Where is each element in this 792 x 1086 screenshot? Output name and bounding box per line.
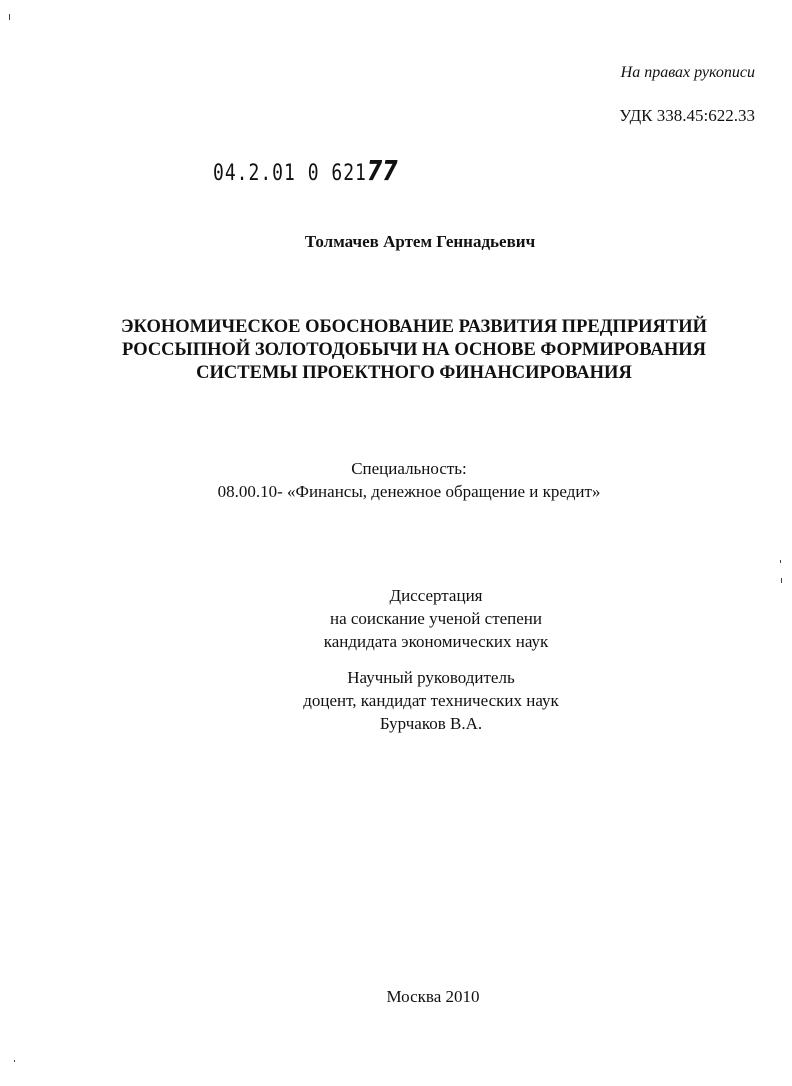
thesis-title: [0, 316, 792, 385]
dissertation-block: [0, 584, 792, 653]
stamp-handwritten-digits: 77: [366, 156, 398, 188]
supervisor-line: доцент, кандидат технических наук: [303, 691, 559, 710]
specialty-value: 08.00.10- «Финансы, денежное обращение и кредит»: [217, 482, 601, 501]
scan-speck: [9, 14, 10, 20]
title-line: ЭКОНОМИЧЕСКОЕ ОБОСНОВАНИЕ РАЗВИТИЯ ПРЕДПРИЯТИЙ: [121, 317, 707, 337]
stamp-number: 04.2.01 0 621: [213, 159, 367, 186]
specialty-block: [0, 457, 792, 503]
dissertation-line: на соискание ученой степени: [329, 609, 543, 628]
dissertation-line: кандидата экономических наук: [323, 632, 549, 651]
city-year: Москва 2010: [386, 987, 480, 1006]
udc-code: УДК 338.45:622.33: [619, 106, 755, 125]
scan-speck: [781, 578, 782, 583]
rights-note: На правах рукописи: [620, 64, 755, 81]
scan-speck: [780, 560, 781, 563]
supervisor-name: Бурчаков В.А.: [379, 714, 483, 733]
specialty-label: Специальность:: [351, 459, 467, 478]
registration-stamp: [213, 156, 398, 187]
dissertation-line: Диссертация: [389, 586, 483, 605]
supervisor-block: [0, 666, 792, 735]
title-line: СИСТЕМЫ ПРОЕКТНОГО ФИНАНСИРОВАНИЯ: [196, 363, 632, 383]
author-name: Толмачев Артем Геннадьевич: [304, 232, 536, 251]
scan-speck: [14, 1060, 15, 1062]
title-line: РОССЫПНОЙ ЗОЛОТОДОБЫЧИ НА ОСНОВЕ ФОРМИРОВАНИЯ: [122, 340, 706, 360]
supervisor-line: Научный руководитель: [347, 668, 515, 687]
